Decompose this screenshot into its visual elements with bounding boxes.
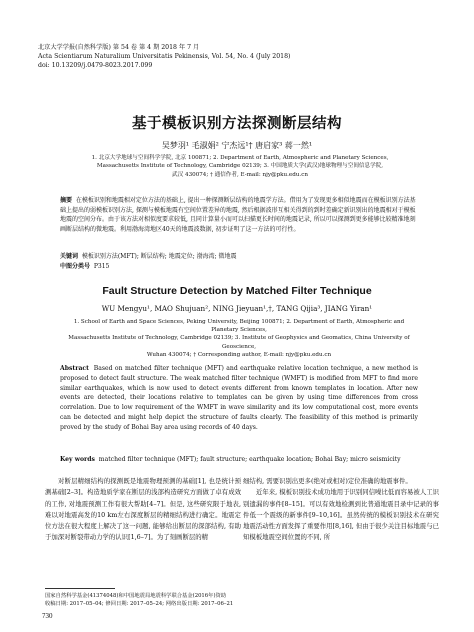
journal-header-doi: doi: 10.13209/j.0479-8023.2017.099 [38, 62, 153, 70]
affiliation-line: 1. 北京大学地球与空间科学学院, 北京 100871; 2. Department of Earth, Atmospheric and Planetary Sciences, [91, 155, 389, 161]
body-column-left [45, 476, 241, 544]
journal-header [38, 43, 290, 71]
keywords-english [60, 455, 418, 464]
title-english: Fault Structure Detection by Matched Filter Technique [102, 285, 372, 297]
classification-code [60, 262, 420, 271]
footnote-divider [45, 588, 115, 589]
footnote-dates: 收稿日期: 2017–05–04; 修回日期: 2017–05–24; 网络出版日期: 2017–06–21 [45, 601, 234, 607]
affiliation-line: Massachusetts Institute of Technology, Cambridge 02139; 3. 中国地质大学(武汉)地球物理与空间信息学院, [96, 163, 384, 170]
page-number: 730 [42, 612, 53, 620]
body-paragraph: 对断层精细结构的探测既是地震物理预测的基础[1], 也是统计预测基础[2–3]。构造地质学家在断层的浅部构造研究方面做了卓有成效的工作, 对地震预测工作有很大帮助[4–7]。但是, 这些研究限于地表, 难以对地震高发的10 km左右深度断层的精细结构进行确定。地震定位方法在很大程度上解决了这一问题, 能够给出断层的深部结构, 有助于加深对断裂带动力学的认识[1,6–7]。为了刻画断层的精 [45, 477, 241, 542]
abstract-text: Based on matched filter technique (MFT) and earthquake relative location technique, a new method is proposed to detect fault structure. The weak matched filter technique (WMFT) is modified from MFT to find more similar earthquakes, which is now used to detect events different from known templates in location. After new events are detected, their locations relative to templates can be given by using time differences from cross correlation. Due to low requirement of the WMFT in wave similarity and its low computational cost, more events can be detected and might help depict the structure of faults clearly. The feasibility of this method is primarily proved by the study of Bohai Bay area using records of 40 days. [60, 365, 418, 431]
affiliation-line: Massachusetts Institute of Technology, Cambridge 02139; 3. Institute of Geophysics and Geomatics, China University of Geoscience, [68, 335, 410, 350]
affiliations-chinese [60, 154, 420, 179]
authors-chinese: 吴梦羽¹ 毛淑娟² 宁杰远¹† 唐启家³ 蒋一然¹ [161, 141, 313, 150]
title-chinese: 基于模板识别方法探测断层结构 [132, 115, 342, 132]
affiliations-english [64, 318, 414, 359]
clc-label: 中图分类号 [60, 263, 91, 270]
clc-value: P315 [93, 263, 110, 270]
journal-header-line2: Acta Scientiarum Naturalium Universitatis Pekinensis, Vol. 54, No. 4 (July 2018) [38, 53, 291, 61]
footnote [45, 592, 435, 608]
affiliation-line: 武汉 430074; † 通信作者, E-mail: njy@pku.edu.cn [172, 171, 308, 178]
abstract-english [60, 364, 418, 433]
abstract-text: 在模板识别和地震相对定位方法的基础上, 提出一种探测断层结构的地震学方法。借用为了发现更多相似地震而在模板识别方法基础上提出的弱模板识别方法, 探测与模板地震有空间位置差异的地震, 然后根据波形互相关得到的到时差确定新识别出的地震相对于模板地震的空间分布。由于该方法对相似度要求较低, 且同计算量小而可以扫描更长时间的地震记录, 所以可以探测到更多能够比较精准地刻画断层结构的微地震。利用渤海湾地区40天的地震波数据, 初步证明了这一方法的可行性。 [60, 197, 416, 234]
abstract-chinese [60, 196, 420, 235]
keywords-chinese [60, 252, 420, 261]
affiliation-line: Wuhan 430074; † Corresponding author, E-mail: njy@pku.edu.cn [146, 351, 332, 358]
body-paragraph: 细结构, 需要识别出更多(绝对或相对)定位准确的地震事件。 [243, 477, 412, 485]
affiliation-line: 1. School of Earth and Space Sciences, Peking University, Beijing 100871; 2. Department of Earth, Atmospheric and Planetary Sciences, [73, 319, 405, 334]
keywords-text: 模板识别方法(MFT); 断层结构; 地震定位; 渤海湾; 微地震 [81, 253, 237, 260]
body-paragraph: 近年来, 模板识别技术成功地用于识别同信噪比低而容易被人工识别遗漏的事件[8–15]。可以有效地检测到比普通地震目录中记录的事件低一个震级的新事件[9–10,16]。虽然传统的模板识别技术在研究地震活动性方面发挥了重要作用[8,16], 但由于很少关注目标地震与已知模板地震空间位置的不同, 所 [243, 488, 439, 542]
keywords-label: Key words [60, 456, 95, 463]
keywords-label: 关键词 [60, 253, 79, 260]
footnote-funding: 国家自然科学基金(41374048)和中国地震局地震科学联合基金(2016年)资助 [45, 593, 227, 599]
journal-header-line1: 北京大学学报(自然科学版) 第 54 卷 第 4 期 2018 年 7 月 [38, 44, 200, 51]
abstract-label: Abstract [60, 365, 89, 372]
authors-english: WU Mengyu¹, MAO Shujuan², NING Jieyuan¹,†, TANG Qijia³, JIANG Yiran¹ [101, 304, 373, 313]
abstract-label: 摘要 [60, 197, 73, 204]
body-column-right [243, 476, 439, 544]
keywords-text: matched filter technique (MFT); fault structure; earthquake location; Bohai Bay; micro seismicity [98, 456, 401, 463]
